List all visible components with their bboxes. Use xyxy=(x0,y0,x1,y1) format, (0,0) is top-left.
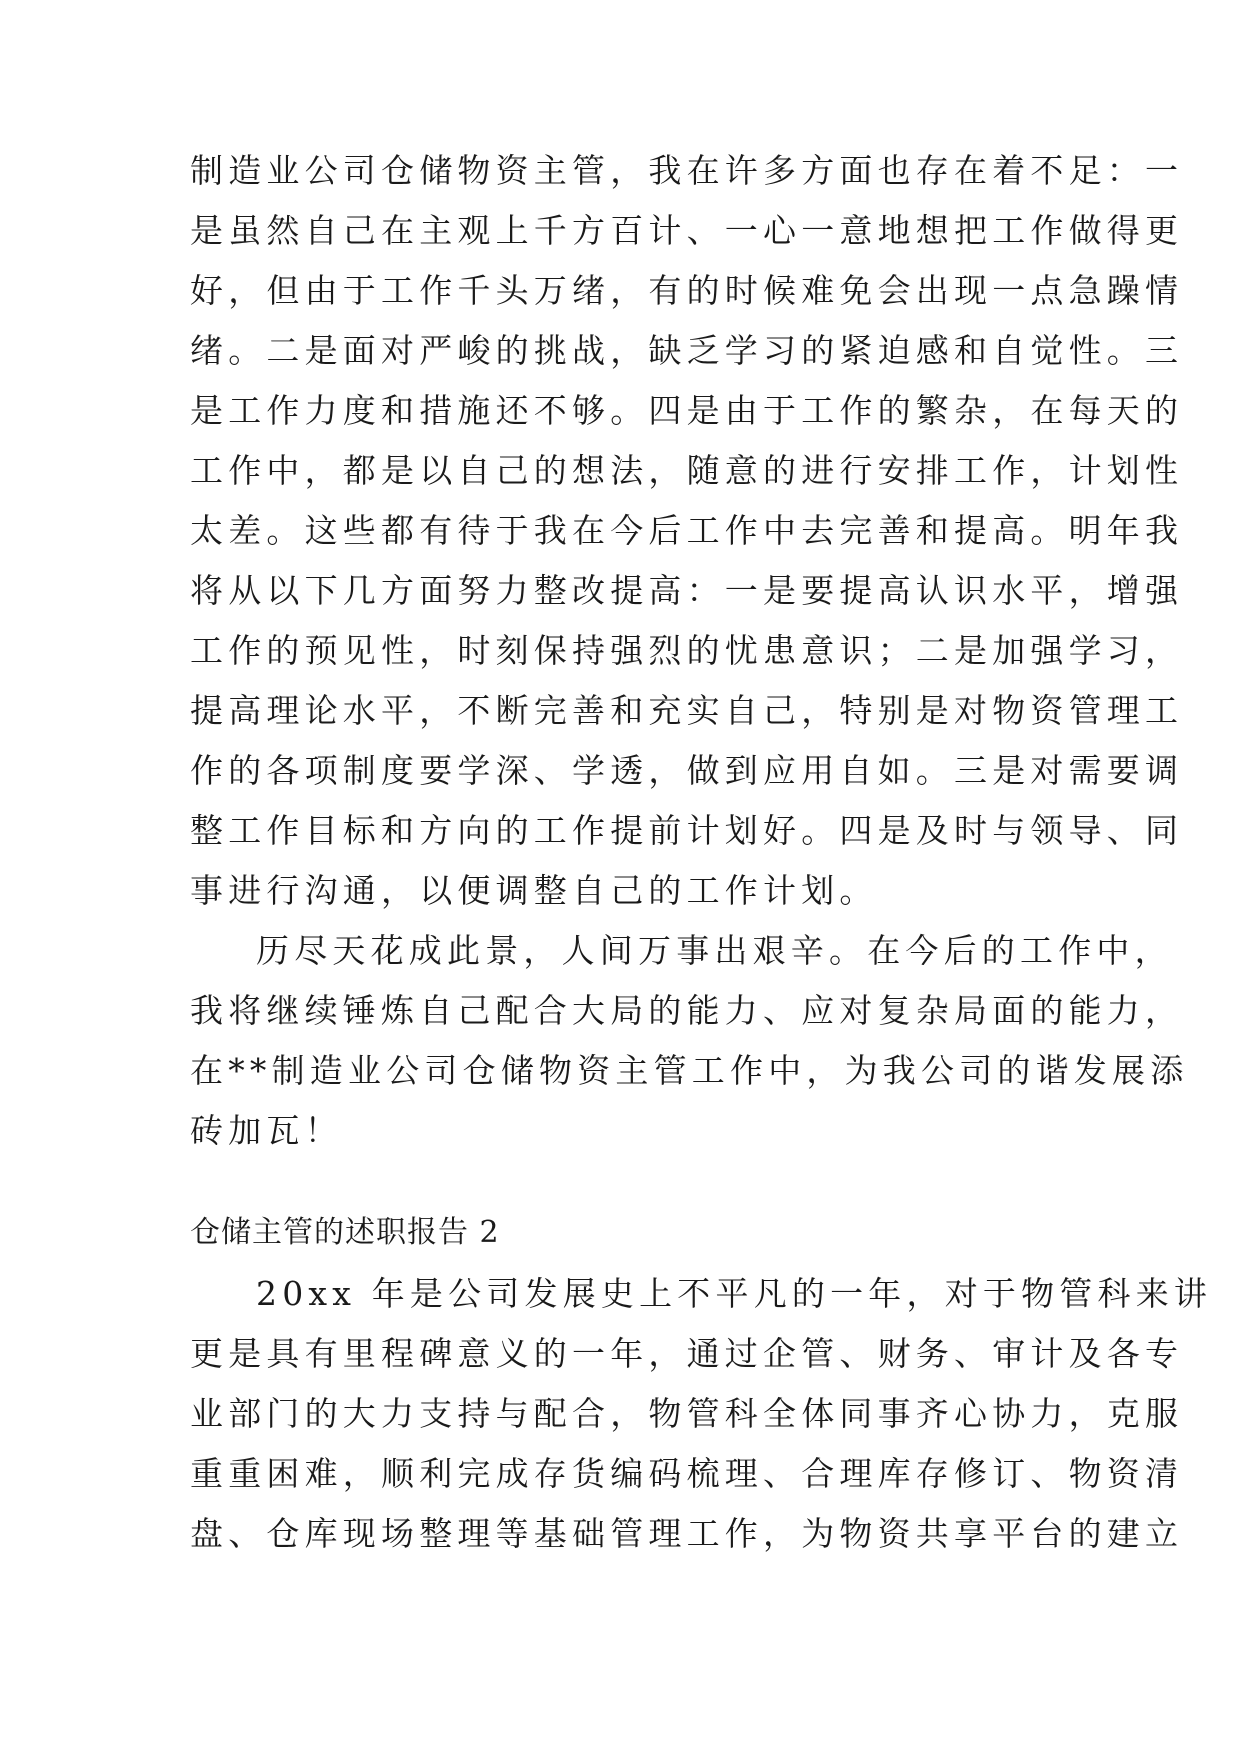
section1-paragraph1 xyxy=(190,141,1184,921)
text-line: 提高理论水平，不断完善和充实自己，特别是对物资管理工 xyxy=(190,691,1184,730)
text-line: 重重困难，顺利完成存货编码梳理、合理库存修订、物资清 xyxy=(190,1454,1184,1493)
text-line: 业部门的大力支持与配合，物管科全体同事齐心协力，克服 xyxy=(190,1394,1184,1433)
section2-paragraph1 xyxy=(190,1264,1213,1564)
text-line: 好，但由于工作千头万绪，有的时候难免会出现一点急躁情 xyxy=(190,271,1184,310)
text-line: 太差。这些都有待于我在今后工作中去完善和提高。明年我 xyxy=(190,511,1184,550)
text-line: 工作中，都是以自己的想法，随意的进行安排工作，计划性 xyxy=(190,451,1184,490)
text-line: 盘、仓库现场整理等基础管理工作，为物资共享平台的建立 xyxy=(190,1514,1184,1553)
text-line: 砖加瓦！ xyxy=(190,1111,343,1150)
text-line: 将从以下几方面努力整改提高：一是要提高认识水平，增强 xyxy=(190,571,1184,610)
text-line: 工作的预见性，时刻保持强烈的忧患意识；二是加强学习， xyxy=(190,631,1184,670)
text-line: 制造业公司仓储物资主管，我在许多方面也存在着不足：一 xyxy=(190,151,1184,190)
text-line: 事进行沟通，以便调整自己的工作计划。 xyxy=(190,871,878,910)
text-line: 是工作力度和措施还不够。四是由于工作的繁杂，在每天的 xyxy=(190,391,1184,430)
section-heading: 仓储主管的述职报告 2 xyxy=(190,1215,500,1250)
text-line: 20xx 年是公司发展史上不平凡的一年，对于物管科来讲 xyxy=(256,1274,1213,1313)
text-line: 绪。二是面对严峻的挑战，缺乏学习的紧迫感和自觉性。三 xyxy=(190,331,1184,370)
text-line: 历尽天花成此景，人间万事出艰辛。在今后的工作中， xyxy=(256,931,1173,970)
text-line: 在**制造业公司仓储物资主管工作中，为我公司的谐发展添 xyxy=(190,1051,1189,1090)
text-line: 是虽然自己在主观上千方百计、一心一意地想把工作做得更 xyxy=(190,211,1184,250)
text-line: 更是具有里程碑意义的一年，通过企管、财务、审计及各专 xyxy=(190,1334,1184,1373)
text-line: 作的各项制度要学深、学透，做到应用自如。三是对需要调 xyxy=(190,751,1184,790)
text-line: 整工作目标和方向的工作提前计划好。四是及时与领导、同 xyxy=(190,811,1184,850)
text-line: 我将继续锤炼自己配合大局的能力、应对复杂局面的能力， xyxy=(190,991,1184,1030)
section1-paragraph2 xyxy=(190,921,1189,1161)
